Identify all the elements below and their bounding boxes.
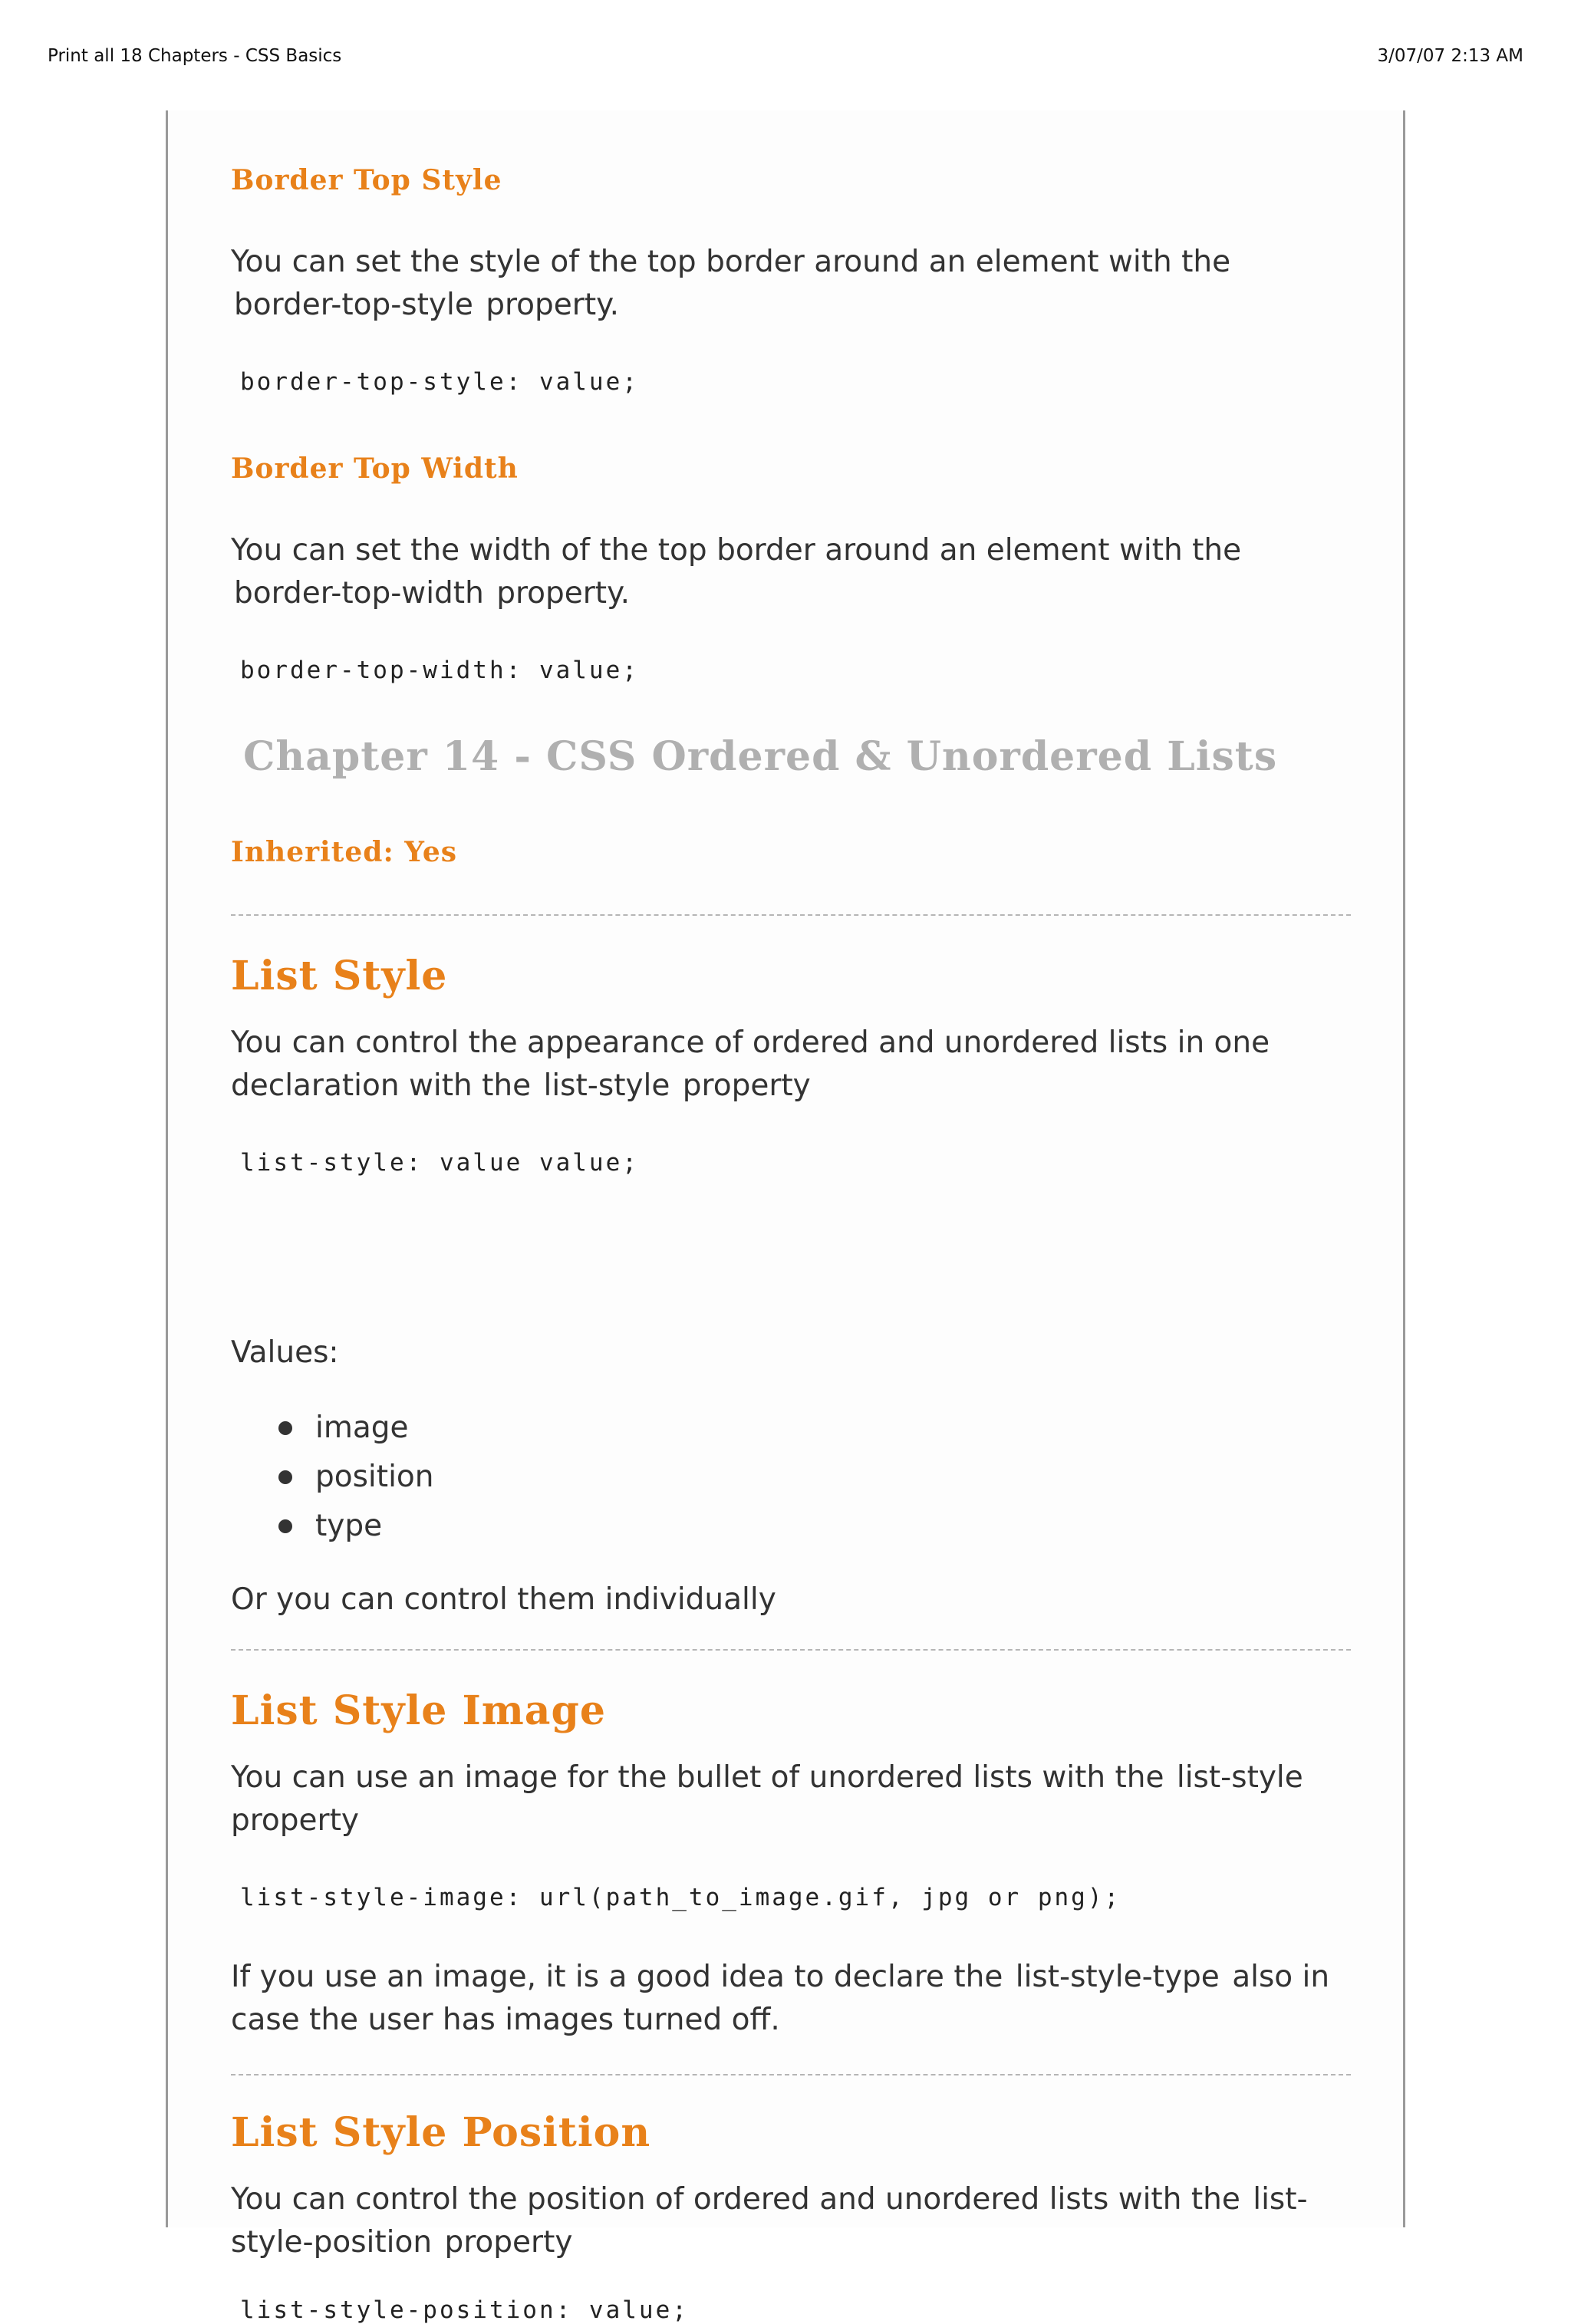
bullet-icon [278,1470,292,1484]
list-style-description [231,1022,1351,1108]
divider [231,2074,1351,2075]
divider [231,1649,1351,1651]
heading-border-top-style: Border Top Style [231,164,502,196]
border-top-style-code: border-top-style: value; [240,368,639,396]
page-frame [166,110,1405,2324]
border-top-style-text-after: property. [486,288,620,322]
section-title-list-style-image: List Style Image [231,1687,606,1734]
list-style-position-description [231,2178,1351,2264]
list-style-position-text-before: You can control the position of ordered and unordered lists with the [231,2182,1240,2217]
list-style-position-prop: list-style-position [231,2182,1308,2260]
inherited-label: Inherited: Yes [231,836,458,868]
print-header-date: 3/07/07 2:13 AM [1377,46,1523,66]
section-title-list-style-position: List Style Position [231,2109,651,2156]
list-style-image-prop: list-style [1176,1760,1303,1795]
list-style-image-note-prop: list-style-type [1015,1960,1220,1994]
list-item: position [278,1453,433,1502]
values-label-wrap [231,1332,1351,1374]
values-list [278,1404,433,1551]
list-style-image-note-after: also in case the user has images turned off. [231,1960,1330,2037]
divider [231,914,1351,916]
list-style-closing-wrap [231,1578,1351,1621]
print-header [0,0,1571,77]
list-item: type [278,1502,433,1551]
list-style-image-note [231,1956,1351,2042]
list-style-position-text-after: property [444,2225,573,2260]
list-style-code: list-style: value value; [240,1149,639,1177]
list-style-image-note-before: If you use an image, it is a good idea to declare the [231,1960,1003,1994]
print-header-title: Print all 18 Chapters - CSS Basics [48,46,342,66]
border-top-width-text-after: property. [496,576,631,611]
bullet-icon [278,1421,292,1435]
border-top-style-description [231,241,1351,327]
border-top-width-text-before: You can set the width of the top border around an element with the [231,533,1242,568]
list-style-text-after: property [682,1068,811,1103]
list-style-text-before: You can control the appearance of ordered and unordered lists in one declaration with the [231,1025,1270,1103]
border-top-style-text-before: You can set the style of the top border around an element with the [231,245,1231,279]
list-style-image-code: list-style-image: url(path_to_image.gif, jpg or png); [240,1884,1121,1911]
border-top-width-description [231,529,1351,615]
values-label: Values: [231,1335,339,1370]
chapter-title: Chapter 14 - CSS Ordered & Unordered Lists [243,733,1278,780]
border-top-width-prop: border-top-width [234,576,484,611]
border-top-style-prop: border-top-style [234,288,473,322]
list-style-image-text-before: You can use an image for the bullet of unordered lists with the [231,1760,1164,1795]
section-title-list-style: List Style [231,953,448,999]
list-style-image-text-after: property [231,1803,359,1838]
list-item: image [278,1404,433,1453]
list-style-prop: list-style [543,1068,670,1103]
heading-border-top-width: Border Top Width [231,453,519,485]
list-style-position-code: list-style-position: value; [240,2296,689,2324]
list-style-closing: Or you can control them individually [231,1582,776,1617]
list-style-image-description [231,1756,1351,1842]
bullet-icon [278,1519,292,1533]
border-top-width-code: border-top-width: value; [240,657,639,684]
